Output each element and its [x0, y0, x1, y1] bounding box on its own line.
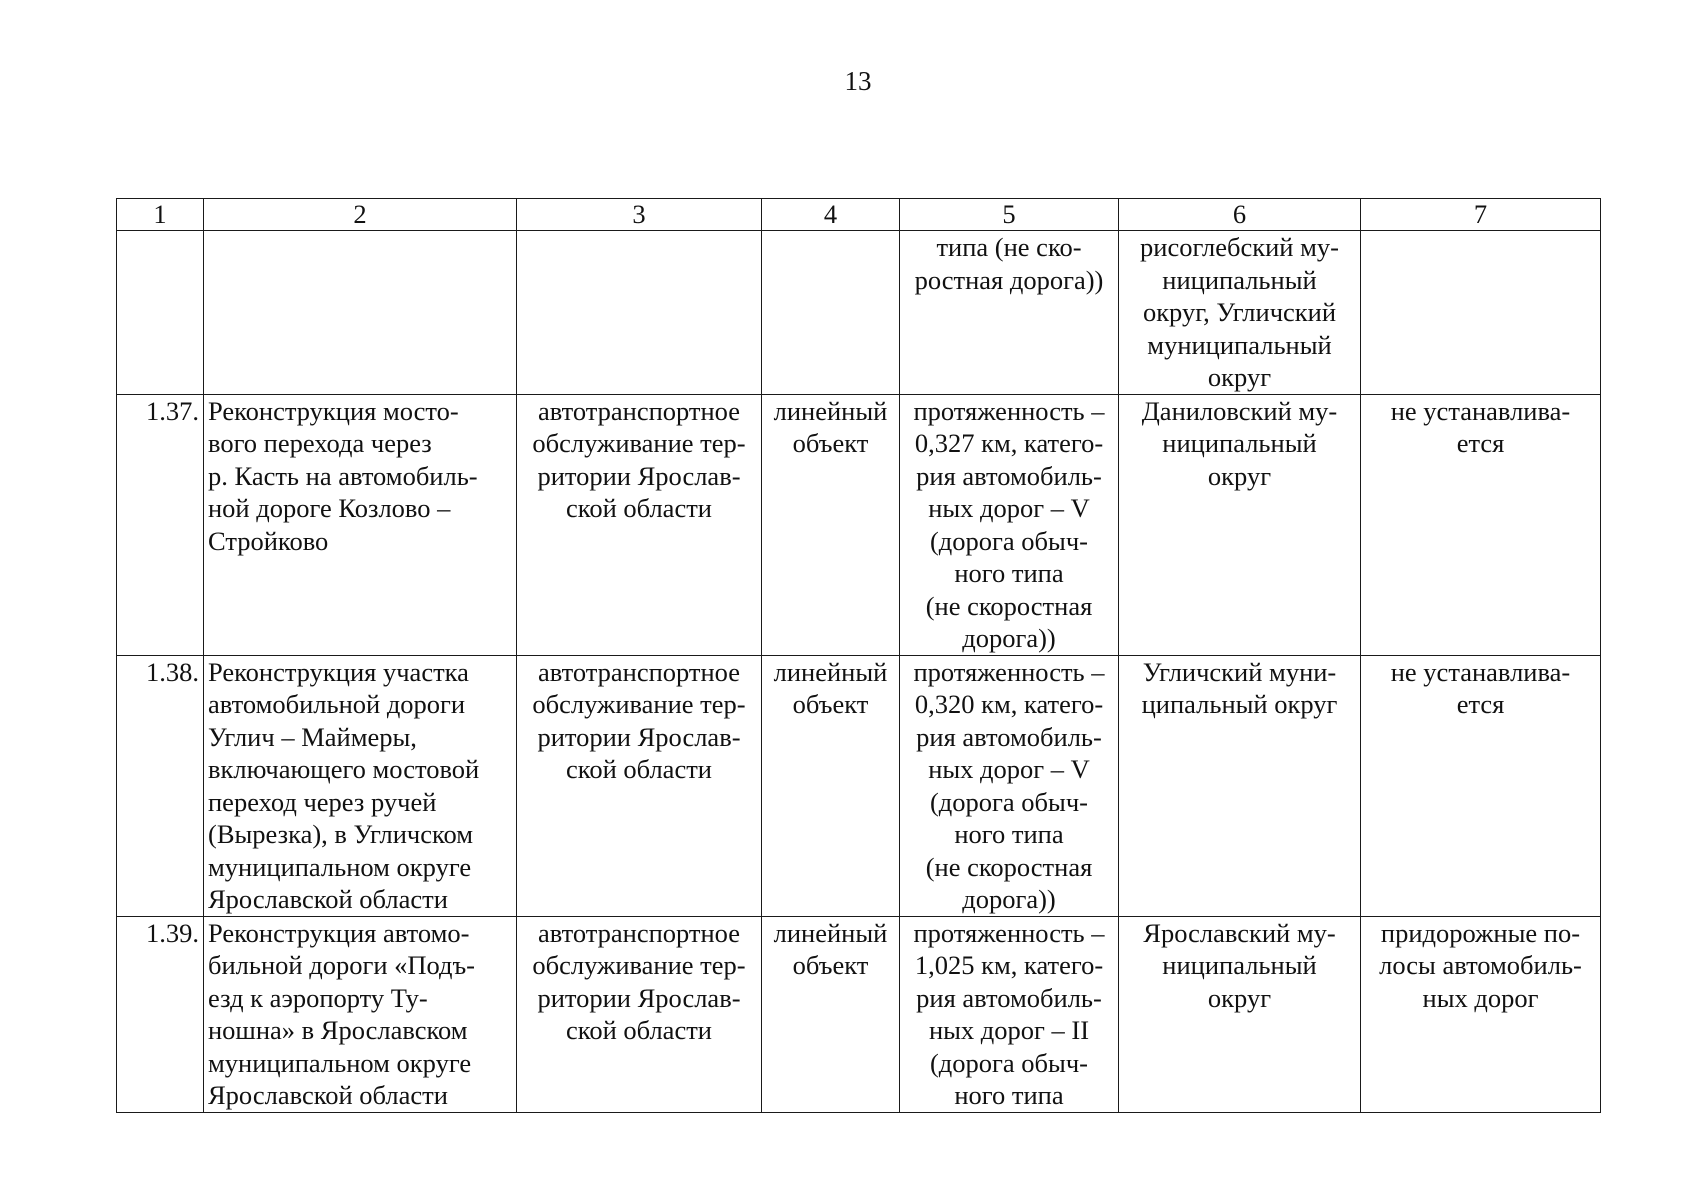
object-name-cell: [204, 231, 517, 395]
cell-line: ется: [1456, 689, 1505, 719]
cell-line: автотранспортное: [537, 395, 741, 426]
object-name-cell: [204, 916, 517, 1112]
cell-line: ской области: [566, 754, 712, 784]
purpose-cell: [517, 916, 762, 1112]
cell-line: протяженность –: [913, 395, 1105, 426]
purpose-cell: [517, 655, 762, 916]
cell-line: рия автомобиль-: [916, 460, 1102, 491]
cell-line: Угличский муни-: [1142, 656, 1337, 687]
cell-line: Реконструкция мосто-: [208, 395, 459, 426]
cell-line: 1,025 км, катего-: [914, 950, 1104, 980]
cell-line: ритории Ярослав-: [537, 721, 741, 752]
purpose-cell: [517, 231, 762, 395]
cell-line: Ярославской области: [208, 1080, 448, 1110]
column-number-1: 1: [117, 199, 204, 231]
characteristics-cell: [900, 916, 1119, 1112]
cell-line: округ: [1207, 362, 1272, 392]
cell-line: типа (не ско-: [936, 232, 1082, 262]
cell-line: включающего мостовой: [208, 754, 480, 784]
row-number-cell: 1.37.: [117, 394, 204, 655]
cell-line: ципальный округ: [1141, 689, 1338, 719]
object-type-cell: [762, 231, 900, 395]
table-row: [117, 916, 1601, 1112]
cell-line: рия автомобиль-: [916, 982, 1102, 1013]
cell-line: дорога)): [962, 623, 1056, 653]
row-number-cell: 1.38.: [117, 655, 204, 916]
cell-line: ниципальный: [1162, 428, 1317, 458]
cell-line: вого перехода через: [208, 428, 432, 458]
column-number-6: 6: [1119, 199, 1361, 231]
cell-line: линейный: [773, 395, 888, 426]
row-number-cell: 1.39.: [117, 916, 204, 1112]
column-numbers-row: [117, 199, 1601, 231]
cell-line: округ: [1207, 982, 1272, 1013]
cell-line: ной дороге Козлово –: [208, 493, 451, 523]
page-number: 13: [844, 66, 872, 96]
cell-line: линейный: [773, 656, 888, 687]
object-type-cell: [762, 655, 900, 916]
cell-line: обслуживание тер-: [532, 689, 746, 719]
column-number-5: 5: [900, 199, 1119, 231]
cell-line: ного типа: [954, 1080, 1064, 1110]
cell-line: ской области: [566, 1015, 712, 1045]
cell-line: 0,327 км, катего-: [914, 428, 1104, 458]
table-body: [117, 199, 1601, 1113]
column-number-7: 7: [1361, 199, 1601, 231]
characteristics-cell: [900, 231, 1119, 395]
cell-line: (дорога обыч-: [929, 525, 1088, 556]
cell-line: ных дорог – II: [928, 1015, 1090, 1045]
location-cell: [1119, 655, 1361, 916]
cell-line: Углич – Маймеры,: [208, 721, 417, 752]
cell-line: 0,320 км, катего-: [914, 689, 1104, 719]
cell-line: Реконструкция автомо-: [208, 917, 470, 948]
cell-line: Даниловский му-: [1141, 395, 1338, 426]
cell-line: объект: [792, 689, 869, 719]
cell-line: переход через ручей: [208, 786, 437, 817]
cell-line: (Вырезка), в Угличском: [208, 819, 474, 849]
cell-line: ритории Ярослав-: [537, 982, 741, 1013]
cell-line: р. Касть на автомобиль-: [208, 460, 478, 491]
object-name-cell: [204, 655, 517, 916]
zone-cell: [1361, 231, 1601, 395]
cell-line: придорожные по-: [1380, 917, 1581, 948]
cell-line: муниципальный: [1147, 329, 1332, 360]
cell-line: ской области: [566, 493, 712, 523]
row-number-cell: [117, 231, 204, 395]
cell-line: Стройково: [208, 525, 329, 556]
table-row: [117, 394, 1601, 655]
table-row: [117, 655, 1601, 916]
cell-line: ниципальный: [1162, 264, 1317, 295]
table-row: [117, 231, 1601, 395]
zone-cell: [1361, 655, 1601, 916]
cell-line: Ярославской области: [208, 884, 448, 914]
cell-line: (дорога обыч-: [929, 1047, 1088, 1078]
cell-line: не устанавлива-: [1390, 395, 1571, 426]
cell-line: ношна» в Ярославском: [208, 1015, 468, 1045]
object-type-cell: [762, 916, 900, 1112]
cell-line: округ, Угличский: [1142, 297, 1337, 327]
purpose-cell: [517, 394, 762, 655]
cell-line: обслуживание тер-: [532, 428, 746, 458]
objects-table: [116, 198, 1601, 1113]
cell-line: автотранспортное: [537, 656, 741, 687]
cell-line: линейный: [773, 917, 888, 948]
cell-line: муниципальном округе: [208, 1047, 472, 1078]
cell-line: обслуживание тер-: [532, 950, 746, 980]
cell-line: ростная дорога)): [914, 264, 1104, 295]
characteristics-cell: [900, 655, 1119, 916]
cell-line: езд к аэропорту Ту-: [208, 982, 428, 1013]
cell-line: ритории Ярослав-: [537, 460, 741, 491]
cell-line: рия автомобиль-: [916, 721, 1102, 752]
cell-line: Реконструкция участка: [208, 656, 469, 687]
object-type-cell: [762, 394, 900, 655]
cell-line: ных дорог: [1422, 982, 1539, 1013]
cell-line: (не скоростная: [925, 590, 1093, 621]
cell-line: объект: [792, 428, 869, 458]
column-number-4: 4: [762, 199, 900, 231]
cell-line: объект: [792, 950, 869, 980]
cell-line: ется: [1456, 428, 1505, 458]
zone-cell: [1361, 916, 1601, 1112]
characteristics-cell: [900, 394, 1119, 655]
cell-line: ниципальный: [1162, 950, 1317, 980]
location-cell: [1119, 231, 1361, 395]
cell-line: ного типа: [954, 558, 1064, 588]
location-cell: [1119, 394, 1361, 655]
cell-line: (не скоростная: [925, 851, 1093, 882]
cell-line: лосы автомобиль-: [1379, 950, 1582, 980]
cell-line: (дорога обыч-: [929, 786, 1088, 817]
cell-line: не устанавлива-: [1390, 656, 1571, 687]
cell-line: Ярославский му-: [1143, 917, 1336, 948]
cell-line: протяженность –: [913, 917, 1105, 948]
cell-line: бильной дороги «Подъ-: [208, 950, 476, 980]
column-number-2: 2: [204, 199, 517, 231]
column-number-3: 3: [517, 199, 762, 231]
location-cell: [1119, 916, 1361, 1112]
cell-line: протяженность –: [913, 656, 1105, 687]
cell-line: муниципальном округе: [208, 851, 472, 882]
zone-cell: [1361, 394, 1601, 655]
object-name-cell: [204, 394, 517, 655]
cell-line: ных дорог – V: [928, 493, 1090, 523]
cell-line: автотранспортное: [537, 917, 741, 948]
cell-line: ных дорог – V: [928, 754, 1090, 784]
cell-line: автомобильной дороги: [208, 689, 466, 719]
cell-line: дорога)): [962, 884, 1056, 914]
cell-line: округ: [1207, 460, 1272, 491]
cell-line: рисоглебский му-: [1140, 232, 1339, 262]
cell-line: ного типа: [954, 819, 1064, 849]
